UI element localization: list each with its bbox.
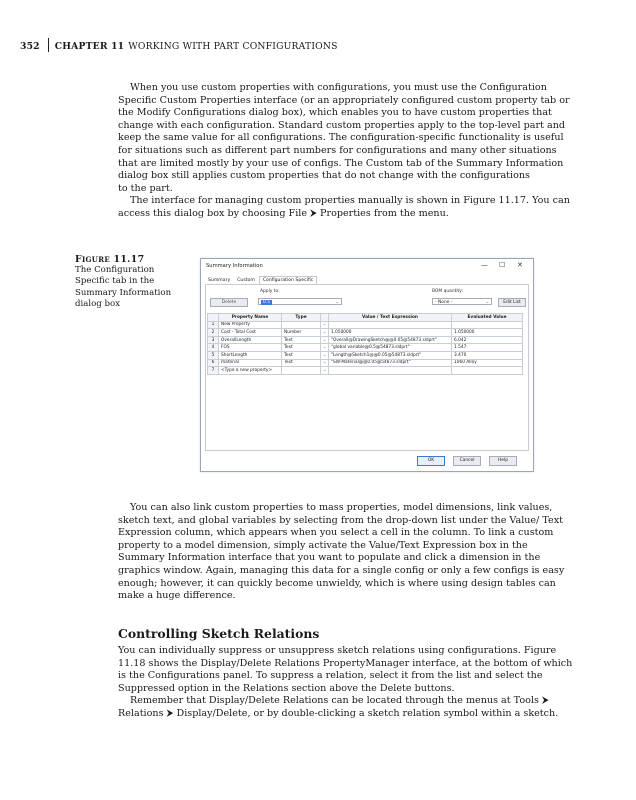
row-number: 7 <box>208 367 219 375</box>
evaluated-value-cell: 1.547 <box>452 344 523 352</box>
dialog-titlebar <box>201 259 533 273</box>
edit-list-button[interactable]: Edit List <box>498 298 526 307</box>
value-expression-cell[interactable]: 1.050000 <box>329 329 452 337</box>
type-cell[interactable] <box>282 367 321 375</box>
row-number: 2 <box>208 329 219 337</box>
ok-button[interactable]: OK <box>417 456 445 466</box>
chevron-down-icon[interactable]: ⌄ <box>321 359 329 367</box>
chapter-title: WORKING WITH PART CONFIGURATIONS <box>128 41 338 52</box>
type-cell[interactable]: Text <box>282 359 321 367</box>
table-row[interactable] <box>208 367 523 375</box>
row-number: 5 <box>208 351 219 359</box>
chevron-down-icon: ⌄ <box>485 300 489 305</box>
value-expression-cell[interactable] <box>329 321 452 329</box>
type-cell[interactable]: Number <box>282 329 321 337</box>
maximize-icon[interactable]: ☐ <box>499 261 506 269</box>
column-header-type-dropdown <box>321 314 329 322</box>
cancel-button[interactable]: Cancel <box>453 456 481 466</box>
chevron-down-icon[interactable]: ⌄ <box>321 351 329 359</box>
property-name-cell[interactable]: Cost - Total Cost <box>219 329 282 337</box>
intro-paragraph-2: The interface for managing custom properties manually is shown in Figure 11.17. You can access this dialog box by choosing File ⮞ Properties from the menu. <box>118 195 570 219</box>
type-cell[interactable]: Text <box>282 344 321 352</box>
table-row[interactable] <box>208 351 523 359</box>
column-header-property-name: Property Name <box>219 314 282 322</box>
dialog-tabs <box>205 276 318 284</box>
evaluated-value-cell <box>452 321 523 329</box>
summary-information-dialog <box>200 258 534 472</box>
close-icon[interactable]: ✕ <box>517 261 523 269</box>
after-figure-paragraph: You can also link custom properties to mass properties, model dimensions, link values, sketch text, and global variables by selecting from the drop-down list under the Value/ Text Expression column, which appears when you select a cell in the column. To link a custom property to a model dimension, simply activate the Value/Text Expression box in the Summary Information interface that you want to populate and click a dimension in the graphics window. Again, managing this data for a single config or only a few configs is easy enough; however, it can quickly become unwieldy, which is where using design tables can make a huge difference. <box>118 502 565 602</box>
chapter-label: CHAPTER 11 <box>54 41 125 52</box>
chevron-down-icon[interactable]: ⌄ <box>321 344 329 352</box>
property-name-cell[interactable]: material <box>219 359 282 367</box>
page-number: 352 <box>20 41 40 52</box>
figure-caption-text: The Configuration Specific tab in the Summary Information dialog box <box>75 265 172 309</box>
figure-caption <box>75 254 185 310</box>
table-row[interactable] <box>208 359 523 367</box>
value-expression-cell[interactable] <box>329 367 452 375</box>
after-figure-text <box>118 502 576 603</box>
delete-button[interactable]: Delete <box>210 298 248 307</box>
type-cell[interactable] <box>282 321 321 329</box>
property-name-cell[interactable]: OverallLength <box>219 336 282 344</box>
apply-to-value: 0.5 <box>263 300 270 305</box>
section-text <box>118 645 576 721</box>
evaluated-value-cell: 1060 Alloy <box>452 359 523 367</box>
value-expression-cell[interactable]: "global variable@0.5@54873.sldprt" <box>329 344 452 352</box>
chevron-down-icon[interactable]: ⌄ <box>321 336 329 344</box>
row-number: 1 <box>208 321 219 329</box>
column-header-type: Type <box>282 314 321 322</box>
dialog-title: Summary Information <box>206 263 263 269</box>
property-name-cell[interactable]: ShortLength <box>219 351 282 359</box>
running-header <box>20 38 338 52</box>
table-row[interactable] <box>208 329 523 337</box>
section-paragraph-1: You can individually suppress or unsuppress sketch relations using configurations. Figure 11.18 shows the Display/Delete Relations PropertyManager interface, at the bottom of which is the Configurations panel. To suppress a relation, select it from the list and select the Suppressed option in the Relations section above the Delete buttons. <box>118 645 573 694</box>
value-expression-cell[interactable]: "SW-Material@@0.05@54873.sldprt" <box>329 359 452 367</box>
row-number: 6 <box>208 359 219 367</box>
evaluated-value-cell <box>452 367 523 375</box>
type-cell[interactable]: Text <box>282 336 321 344</box>
intro-paragraph-1-end: to the part. <box>118 182 173 194</box>
minimize-icon[interactable]: — <box>481 261 488 269</box>
apply-to-select[interactable] <box>258 298 342 305</box>
table-header-row <box>208 314 523 322</box>
chevron-down-icon[interactable]: ⌄ <box>321 321 329 329</box>
row-number: 4 <box>208 344 219 352</box>
table-row[interactable] <box>208 321 523 329</box>
bom-quantity-select[interactable] <box>432 298 492 305</box>
tab-summary[interactable]: Summary <box>208 278 231 283</box>
column-header-value-expression: Value / Text Expression <box>329 314 452 322</box>
evaluated-value-cell: 3.470 <box>452 351 523 359</box>
intro-text <box>118 82 576 221</box>
tab-custom[interactable]: Custom <box>237 278 255 283</box>
property-name-cell[interactable]: <Type a new property> <box>219 367 282 375</box>
chevron-down-icon[interactable]: ⌄ <box>321 367 329 375</box>
intro-paragraph-1: When you use custom properties with configurations, you must use the Configuration Specific Custom Properties interface (or an appropriately configured custom property tab or the Modify Configurations dialog box), which enables you to have custom properties that change with each configuration. Standard custom properties apply to the top-level part and keep the same value for all configurations. The configuration-specific functionality is useful for situations such as different part numbers for configurations and many other situations that are limited mostly by your use of configs. The Custom tab of the Summary Information dialog box still applies custom properties that do not change with the configurations <box>118 82 570 182</box>
column-header-evaluated-value: Evaluated Value <box>452 314 523 322</box>
figure-label: Figure 11.17 <box>75 254 145 265</box>
property-name-cell[interactable]: FOS <box>219 344 282 352</box>
row-number: 3 <box>208 336 219 344</box>
property-name-cell[interactable]: New Property <box>219 321 282 329</box>
table-row[interactable] <box>208 344 523 352</box>
properties-table <box>207 313 523 375</box>
table-row[interactable] <box>208 336 523 344</box>
help-button[interactable]: Help <box>489 456 517 466</box>
chevron-down-icon: ⌄ <box>335 300 339 305</box>
value-expression-cell[interactable]: "Overall@DrawingSketch@@0.05@54873.sldprt" <box>329 336 452 344</box>
value-expression-cell[interactable]: "Length@Sketch1@@0.05@54873.sldprt" <box>329 351 452 359</box>
section-paragraph-2: Remember that Display/Delete Relations can be located through the menus at Tools ⮞ Relations ⮞ Display/Delete, or by double-clicking a sketch relation symbol within a sketch. <box>118 695 559 719</box>
section-heading: Controlling Sketch Relations <box>118 626 320 641</box>
header-divider <box>48 38 49 52</box>
column-header-index <box>208 314 219 322</box>
tab-configuration-specific[interactable]: Configuration Specific <box>259 276 318 284</box>
chevron-down-icon[interactable]: ⌄ <box>321 329 329 337</box>
evaluated-value-cell: 1.050000 <box>452 329 523 337</box>
apply-to-label: Apply to: <box>260 289 280 294</box>
bom-quantity-value: - None - <box>435 300 453 305</box>
evaluated-value-cell: 6.042 <box>452 336 523 344</box>
type-cell[interactable]: Text <box>282 351 321 359</box>
bom-quantity-label: BOM quantity: <box>432 289 464 294</box>
